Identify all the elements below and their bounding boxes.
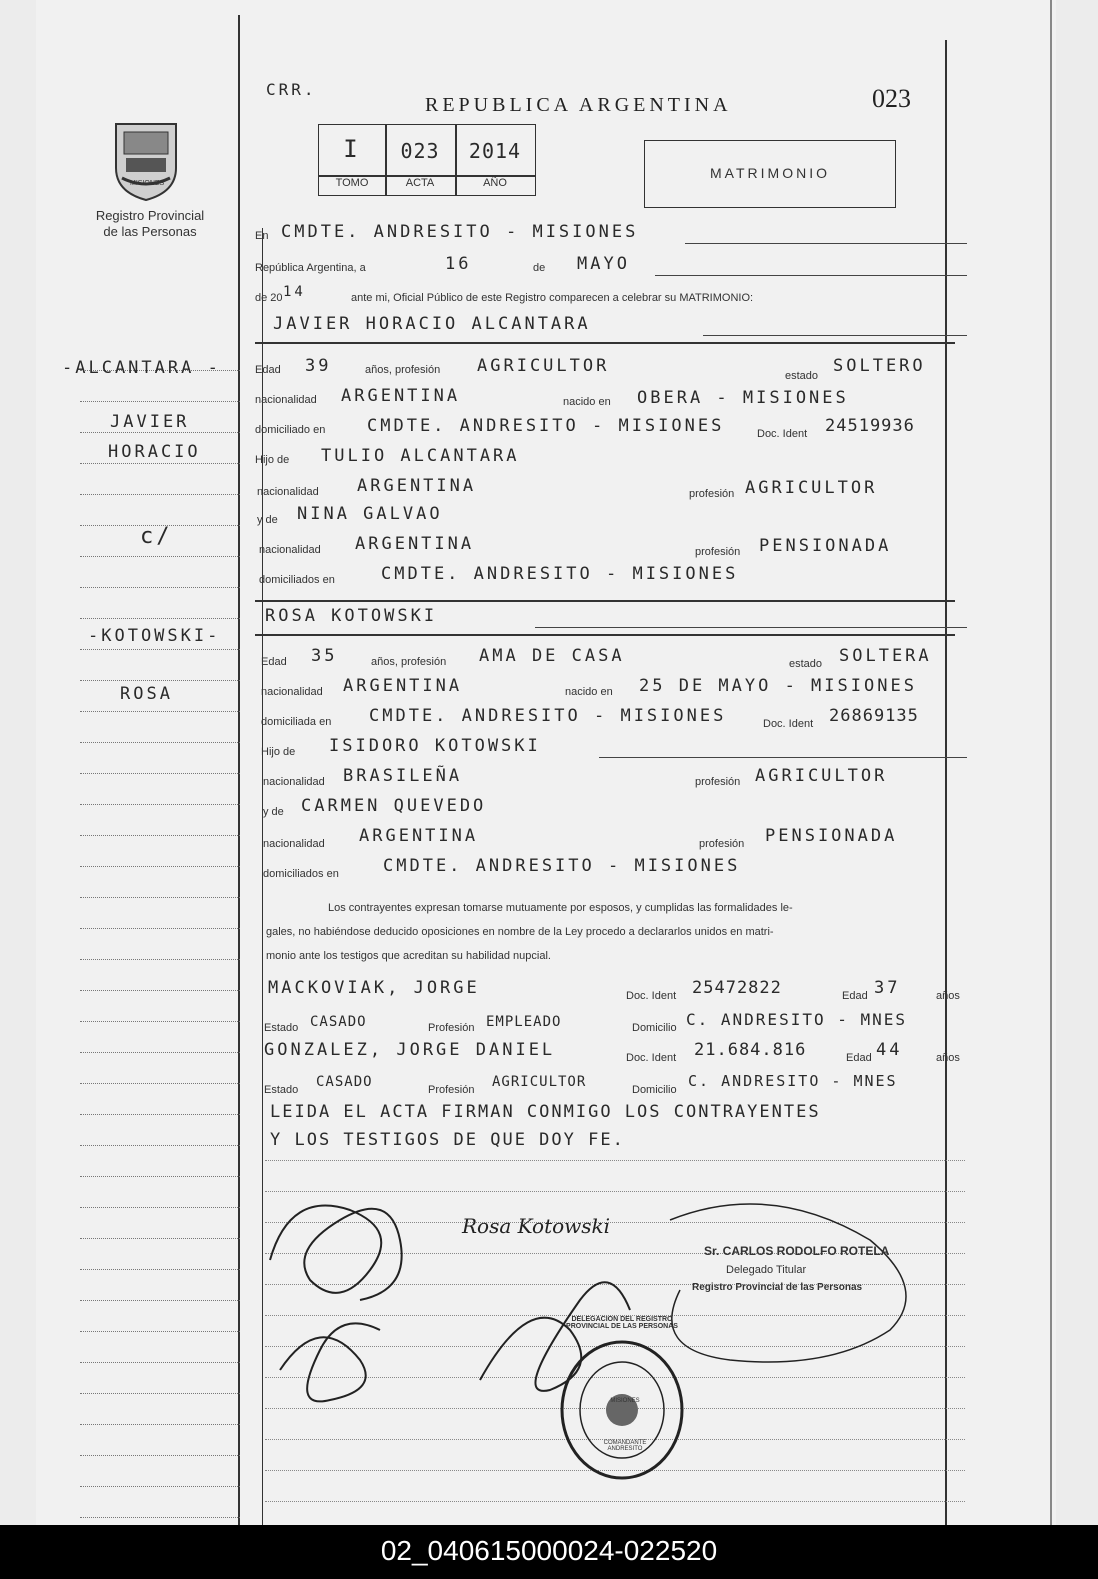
groom-civil-state: SOLTERO: [833, 356, 926, 376]
witness-signature-1: [280, 1323, 380, 1401]
margin-ruled-line: [80, 1269, 240, 1270]
witness1-profession: EMPLEADO: [486, 1014, 562, 1030]
margin-ruled-line: [80, 1083, 240, 1084]
margin-ruled-line: [80, 835, 240, 836]
stamp-inner-text: COMANDANTE ANDRESITO: [603, 1440, 647, 1452]
declaration-line-1: Los contrayentes expresan tomarse mutuamente por esposos, y cumplidas las formalidades le-: [328, 902, 793, 914]
margin-ruled-line: [80, 1021, 240, 1022]
margin-ruled-line: [80, 1424, 240, 1425]
file-id: 02_040615000024-022520: [380, 1535, 718, 1566]
groom-parents-domicile: CMDTE. ANDRESITO - MISIONES: [381, 564, 739, 584]
margin-ruled-line: [80, 1362, 240, 1363]
row-groom-mother-nat: nacionalidad ARGENTINA profesión PENSIONADA: [259, 534, 892, 558]
intro-text: ante mi, Oficial Público de este Registro comparecen a celebrar su MATRIMONIO:: [351, 292, 754, 304]
official-name: Sr. CARLOS RODOLFO ROTELA: [704, 1244, 890, 1258]
groom-birthplace: OBERA - MISIONES: [637, 388, 849, 408]
bride-father: ISIDORO KOTOWSKI: [329, 736, 541, 756]
row-witness2-details: Estado CASADO Profesión AGRICULTOR Domicilio C. ANDRESITO - MNES: [264, 1072, 898, 1096]
anio-value: 2014: [468, 139, 522, 163]
document-type: MATRIMONIO: [710, 165, 830, 181]
margin-ruled-line: [80, 587, 240, 588]
margin-ruled-line: [80, 1331, 240, 1332]
margin-ruled-line: [80, 494, 240, 495]
closing-line-1: LEIDA EL ACTA FIRMAN CONMIGO LOS CONTRAYENTES: [270, 1102, 821, 1122]
margin-ruled-line: [80, 1114, 240, 1115]
margin-ruled-line: [80, 804, 240, 805]
row-bride-mother: y de CARMEN QUEVEDO: [263, 796, 487, 818]
bride-mother-nationality: ARGENTINA: [359, 826, 479, 846]
margin-ruled-line: [80, 1238, 240, 1239]
bride-parents-domicile: CMDTE. ANDRESITO - MISIONES: [383, 856, 741, 876]
row-witness1-details: Estado CASADO Profesión EMPLEADO Domicilio C. ANDRESITO - MNES: [264, 1010, 908, 1034]
year-value: 14: [283, 284, 306, 300]
witness2-estado: CASADO: [316, 1074, 373, 1090]
groom-name: JAVIER HORACIO ALCANTARA: [273, 314, 591, 334]
declaration-line-3: monio ante los testigos que acreditan su habilidad nupcial.: [266, 950, 551, 962]
margin-ruled-line: [80, 1176, 240, 1177]
margin-ruled-line: [80, 866, 240, 867]
witness2-domicile: C. ANDRESITO - MNES: [688, 1072, 898, 1090]
row-bride-domicile: domiciliada en CMDTE. ANDRESITO - MISIONES Doc. Ident 26869135: [261, 706, 919, 730]
bride-section-divider: [255, 634, 955, 636]
bride-domicile: CMDTE. ANDRESITO - MISIONES: [369, 706, 727, 726]
margin-name-groom-1: JAVIER: [110, 412, 190, 432]
page-number: 023: [872, 84, 911, 113]
margin-ruled-line: [80, 1486, 240, 1487]
margin-ruled-line: [80, 711, 240, 712]
stamp-inner-text-2: MISIONES: [610, 1398, 640, 1404]
row-groom-age: Edad 39 años, profesión AGRICULTOR estado SOLTERO: [255, 356, 926, 382]
margin-ruled-line: [80, 1300, 240, 1301]
groom-signature: [270, 1206, 402, 1300]
row-bride-name: [255, 606, 967, 632]
bride-mother-profession: PENSIONADA: [765, 826, 898, 846]
row-groom-name: [255, 314, 967, 340]
acta-value: 023: [400, 139, 440, 163]
groom-profession: AGRICULTOR: [477, 356, 610, 376]
groom-father-profession: AGRICULTOR: [745, 478, 878, 498]
country-title: REPUBLICA ARGENTINA: [425, 94, 732, 116]
province-emblem: [108, 118, 184, 202]
witness1-name: MACKOVIAK, JORGE: [268, 978, 480, 998]
witness-signature-2: [480, 1282, 630, 1391]
bride-doc-id: 26869135: [829, 706, 919, 726]
witness2-name: GONZALEZ, JORGE DANIEL: [264, 1040, 556, 1060]
bride-section-top: [255, 600, 955, 602]
margin-ruled-line: [80, 401, 240, 402]
margin-ruled-line: [80, 680, 240, 681]
closing-line-2: Y LOS TESTIGOS DE QUE DOY FE.: [270, 1130, 625, 1150]
margin-ruled-line: [80, 1052, 240, 1053]
groom-age: 39: [305, 356, 332, 376]
row-place: En CMDTE. ANDRESITO - MISIONES: [255, 222, 967, 248]
row-bride-age: Edad 35 años, profesión AMA DE CASA estado SOLTERA: [261, 646, 932, 670]
bride-profession: AMA DE CASA: [479, 646, 625, 666]
witness1-doc: 25472822: [692, 978, 782, 998]
groom-father-nationality: ARGENTINA: [357, 476, 477, 496]
row-witness2-name: GONZALEZ, JORGE DANIEL Doc. Ident 21.684.816 Edad 44 años: [264, 1040, 960, 1064]
bride-name: ROSA KOTOWSKI: [265, 606, 438, 626]
margin-ruled-line: [80, 990, 240, 991]
row-bride-mother-nat: nacionalidad ARGENTINA profesión PENSIONADA: [263, 826, 898, 850]
margin-ruled-line: [80, 959, 240, 960]
official-title: Delegado Titular: [726, 1264, 807, 1276]
groom-mother-profession: PENSIONADA: [759, 536, 892, 556]
official-office: Registro Provincial de las Personas: [692, 1282, 863, 1293]
margin-ruled-line: [80, 1517, 240, 1518]
margin-ruled-line: [80, 1145, 240, 1146]
witness1-domicile: C. ANDRESITO - MNES: [686, 1010, 908, 1029]
document-type-box: [644, 140, 896, 208]
bride-nationality: ARGENTINA: [343, 676, 463, 696]
margin-divider: [238, 15, 240, 1525]
row-bride-parents-domicile: domiciliados en CMDTE. ANDRESITO - MISIONES: [263, 856, 741, 880]
row-groom-domicile: domiciliado en CMDTE. ANDRESITO - MISIONES Doc. Ident 24519936: [255, 416, 915, 440]
row-groom-father: Hijo de TULIO ALCANTARA: [255, 446, 520, 466]
emblem-text: MISIONES: [130, 180, 165, 187]
margin-ruled-line: [80, 1455, 240, 1456]
witness2-doc: 21.684.816: [694, 1040, 807, 1060]
declaration-line-2: gales, no habiéndose deducido oposiciones en nombre de la Ley procedo a declararlos unidos en matri-: [266, 926, 774, 938]
margin-surname-bride: -KOTOWSKI-: [88, 626, 221, 646]
margin-ruled-line: [80, 1393, 240, 1394]
bride-father-nationality: BRASILEÑA: [343, 766, 463, 786]
margin-ruled-line: [80, 618, 240, 619]
page-edge: [1050, 0, 1052, 1525]
bride-civil-state: SOLTERA: [839, 646, 932, 666]
body-ruled-line: [265, 1160, 965, 1161]
place-value: CMDTE. ANDRESITO - MISIONES: [281, 222, 639, 242]
registry-name-2: de las Personas: [103, 224, 197, 239]
bride-signature: Rosa Kotowski: [462, 1214, 611, 1238]
registry-box: [318, 124, 536, 196]
row-groom-father-nat: nacionalidad ARGENTINA profesión AGRICULTOR: [257, 476, 878, 500]
tomo-label: TOMO: [335, 177, 369, 189]
margin-surname-groom: -ALCANTARA -: [62, 358, 221, 378]
margin-ruled-line: [80, 463, 240, 464]
acta-label: ACTA: [405, 177, 435, 189]
margin-ruled-line: [80, 773, 240, 774]
margin-name-bride: ROSA: [120, 684, 173, 704]
witness2-profession: AGRICULTOR: [492, 1074, 587, 1090]
witness2-age: 44: [876, 1040, 903, 1060]
bride-birthplace: 25 DE MAYO - MISIONES: [639, 676, 917, 696]
bride-age: 35: [311, 646, 338, 666]
witness1-estado: CASADO: [310, 1014, 367, 1030]
margin-ruled-line: [80, 649, 240, 650]
margin-ruled-line: [80, 928, 240, 929]
row-groom-parents-domicile: domiciliados en CMDTE. ANDRESITO - MISIONES: [259, 564, 739, 586]
scan-id-bar: [0, 1525, 1098, 1579]
groom-nationality: ARGENTINA: [341, 386, 461, 406]
margin-name-groom-2: HORACIO: [108, 442, 201, 462]
row-bride-father: Hijo de ISIDORO KOTOWSKI: [255, 736, 967, 762]
row-groom-mother: y de NINA GALVAO: [257, 504, 443, 526]
row-bride-father-nat: nacionalidad BRASILEÑA profesión AGRICULTOR: [263, 766, 888, 788]
margin-ruled-line: [80, 432, 240, 433]
row-date: República Argentina, a 16 de MAYO: [255, 254, 967, 280]
row-year: de 20 14 ante mi, Oficial Público de este Registro comparecen a celebrar su MATRIMONIO:: [255, 284, 754, 304]
bride-mother: CARMEN QUEVEDO: [301, 796, 487, 816]
groom-section-divider: [255, 342, 955, 344]
stamp-text: DELEGACION DEL REGISTRO PROVINCIAL DE LAS PERSONAS: [566, 1316, 678, 1330]
row-groom-nationality: nacionalidad ARGENTINA nacido en OBERA - MISIONES: [255, 386, 849, 408]
margin-ruled-line: [80, 897, 240, 898]
groom-father: TULIO ALCANTARA: [321, 446, 520, 466]
groom-mother: NINA GALVAO: [297, 504, 443, 524]
row-witness1-name: MACKOVIAK, JORGE Doc. Ident 25472822 Edad 37 años: [268, 978, 960, 1002]
day-value: 16: [445, 254, 472, 274]
row-bride-nationality: nacionalidad ARGENTINA nacido en 25 DE MAYO - MISIONES: [261, 676, 917, 698]
month-value: MAYO: [577, 254, 630, 274]
margin-connector: c/: [140, 524, 173, 549]
margin-ruled-line: [80, 742, 240, 743]
tomo-value: I: [343, 135, 361, 163]
registry-name-1: Registro Provincial: [95, 208, 205, 223]
margin-ruled-line: [80, 1207, 240, 1208]
groom-mother-nationality: ARGENTINA: [355, 534, 475, 554]
anio-label: AÑO: [483, 177, 507, 189]
groom-domicile: CMDTE. ANDRESITO - MISIONES: [367, 416, 725, 436]
bride-father-profession: AGRICULTOR: [755, 766, 888, 786]
groom-doc-id: 24519936: [825, 416, 915, 436]
margin-ruled-line: [80, 556, 240, 557]
crr-mark: CRR.: [266, 80, 317, 99]
witness1-age: 37: [874, 978, 901, 998]
